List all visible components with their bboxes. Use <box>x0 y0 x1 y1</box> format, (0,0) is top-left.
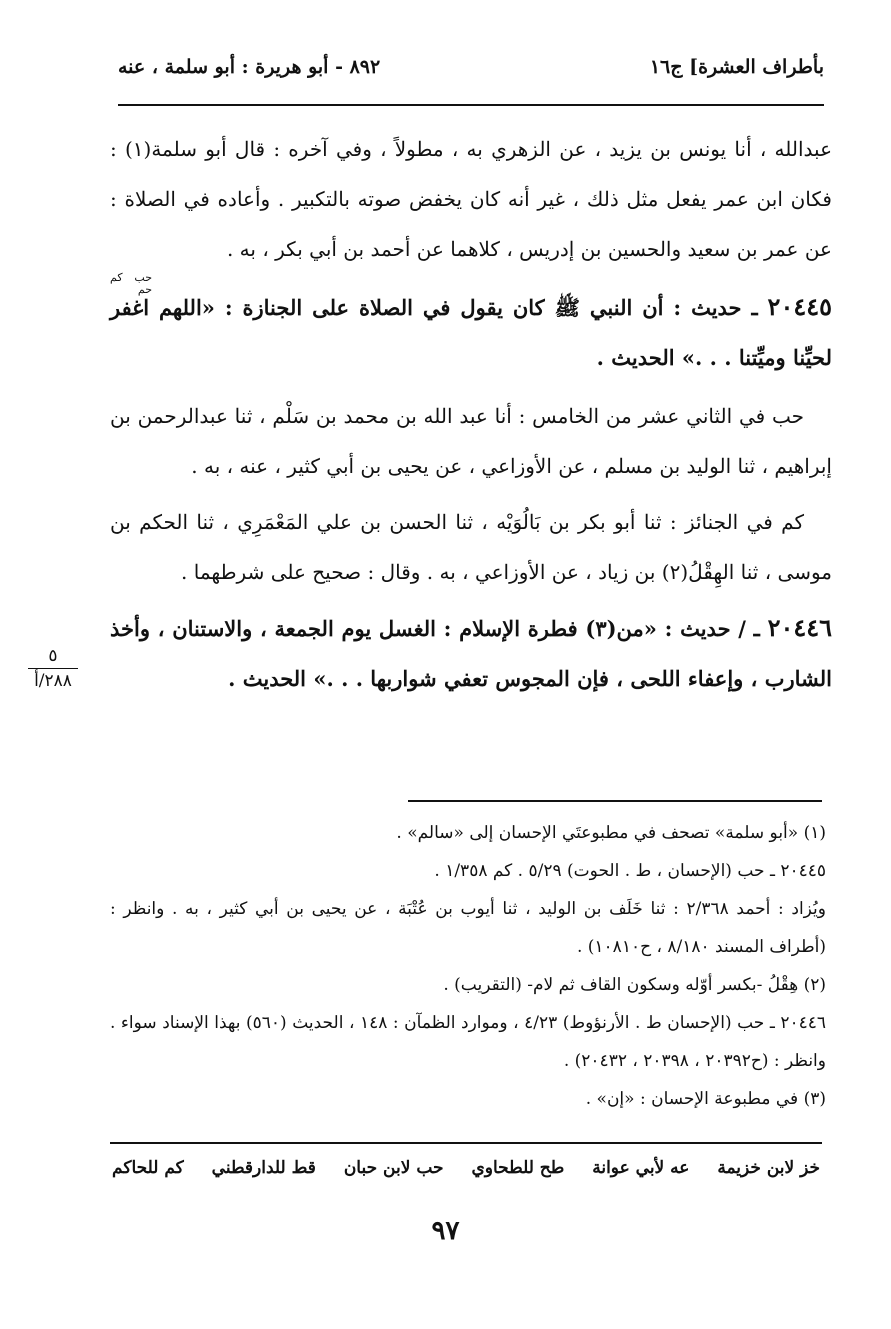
abbreviation-item: حب لابن حبان <box>343 1158 444 1178</box>
running-head-volume: بأطراف العشرة] ج١٦ <box>649 56 824 78</box>
hadith-source-marks: حب كم حم <box>110 271 152 296</box>
paragraph-ibn-hibban: حب في الثاني عشر من الخامس : أنا عبد الله بن محمد بن سَلْم ، ثنا عبدالرحمن بن إبراهيم ، ثنا الوليد بن مسلم ، عن الأوزاعي ، عن يحيى بن أبي كثير ، عنه ، به . <box>110 404 832 478</box>
hadith-number: ٢٠٤٤٦ <box>767 613 833 642</box>
footnote: ٢٠٤٤٥ ـ حب (الإحسان ، ط . الحوت) ٥/٢٩ . كم ١/٣٥٨ . <box>434 861 826 881</box>
paragraph-continuation: عبدالله ، أنا يونس بن يزيد ، عن الزهري به ، مطولاً ، وفي آخره : قال أبو سلمة(١) : فكان ابن عمر يفعل مثل ذلك ، غير أنه كان يخفض صوته بالتكبير . وأعاده في الصلاة : عن عمر بن سعيد والحسين بن إدريس ، كلاهما عن أحمد بن أبي بكر ، به . <box>110 137 832 261</box>
folio-reference: ٢٨٨/أ <box>34 671 72 691</box>
footnote: ٢٠٤٤٦ ـ حب (الإحسان ط . الأرنؤوط) ٤/٢٣ ، وموارد الظمآن : ١٤٨ ، الحديث (٥٦٠) بهذا الإسناد سواء . وانظر : (ح٢٠٣٩٢ ، ٢٠٣٩٨ ، ٢٠٤٣٢) . <box>110 1013 827 1071</box>
abbreviation-item: عه لأبي عوانة <box>592 1158 690 1178</box>
footnote: (١) «أبو سلمة» تصحف في مطبوعتَي الإحسان إلى «سالم» . <box>396 823 826 843</box>
footnote: ويُزاد : أحمد ٢/٣٦٨ : ثنا خَلَف بن الوليد ، ثنا أيوب بن عُتْبَة ، عن يحيى بن أبي كثير ، به . وانظر : (أطراف المسند ٨/١٨٠ ، ح١٠٨١٠) . <box>110 899 827 957</box>
hadith-number: ٢٠٤٤٥ <box>767 292 832 321</box>
page-number: ٩٧ <box>431 1216 460 1246</box>
paragraph-hakim: كم في الجنائز : ثنا أبو بكر بن بَالُوَيْه ، ثنا الحسن بن علي المَعْمَرِي ، ثنا الحكم بن موسى ، ثنا الهِقْلُ(٢) بن زياد ، عن الأوزاعي ، به . وقال : صحيح على شرطهما . <box>110 510 832 584</box>
running-head <box>118 56 824 90</box>
hadith-text: ـ / حديث : «من(٣) فطرة الإسلام : الغسل يوم الجمعة ، والاستنان ، وأخذ الشارب ، وإعفاء اللحى ، فإن المجوس تعفي شواربها . . .» الحديث . <box>110 616 832 691</box>
footnotes <box>110 814 826 1118</box>
abbreviations-key <box>112 1158 820 1198</box>
manuscript-folio-note <box>28 646 78 691</box>
abbreviation-item: كم للحاكم <box>112 1158 184 1178</box>
main-text <box>110 124 832 712</box>
footnote: (٣) في مطبوعة الإحسان : «إن» . <box>585 1089 826 1109</box>
abbreviation-item: خز لابن خزيمة <box>717 1158 820 1178</box>
footnote: (٢) هِقْلُ -بكسر أوّله وسكون القاف ثم لام- (التقريب) . <box>443 975 826 995</box>
abbreviation-item: طح للطحاوي <box>471 1158 565 1178</box>
abbreviations-divider <box>110 1142 822 1144</box>
footnote-divider <box>408 800 822 802</box>
folio-number: ٥ <box>28 646 78 669</box>
header-divider <box>118 104 824 106</box>
hadith-20446 <box>110 603 832 704</box>
abbreviation-item: قط للدارقطني <box>211 1158 316 1178</box>
running-head-chapter: ٨٩٢ - أبو هريرة : أبو سلمة ، عنه <box>118 56 381 78</box>
hadith-text: ـ حديث : أن النبي ﷺ كان يقول في الصلاة على الجنازة : «اللهم اغفر لحيِّنا وميِّتنا . . .» الحديث . <box>110 295 832 370</box>
hadith-20445 <box>110 272 832 383</box>
